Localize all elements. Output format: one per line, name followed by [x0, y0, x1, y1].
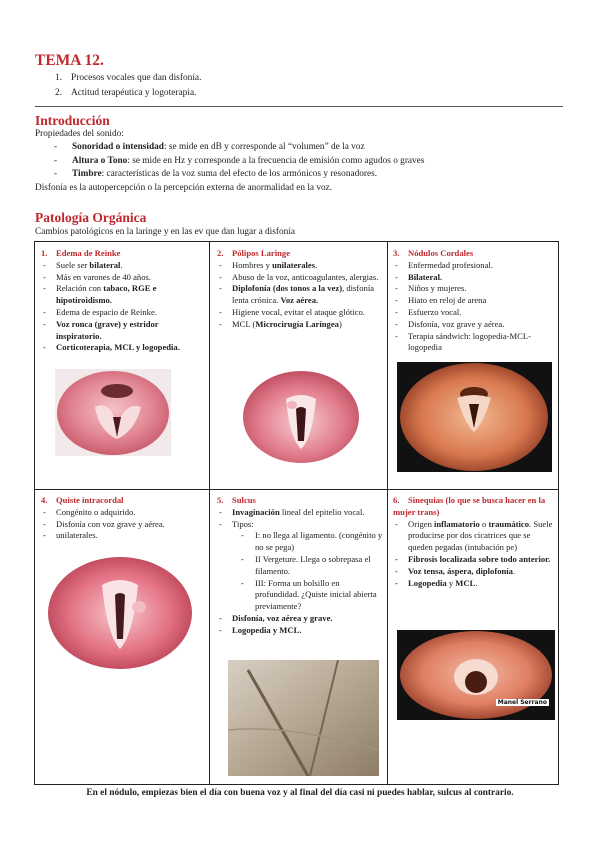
list-item: - Disfonía, voz grave y aérea. — [393, 319, 555, 331]
list-item: - unilaterales. — [41, 530, 206, 542]
list-item: - Origen inflamatorio o traumático. Suele producirse por dos cicatrices que se queden pegadas (intubación pe) — [393, 519, 555, 554]
list-item: - Edema de espacio de Reinke. — [41, 307, 206, 319]
footer-note: En el nódulo, empiezas bien el día con buena voz y al final del día casi ni puedes hablar, sulcus al contrario. — [86, 788, 514, 798]
list-item: - Corticoterapia, MCL y logopedia. — [41, 342, 206, 354]
list-item: - Sonoridad o intensidad: se mide en dB y corresponde al “volumen” de la voz — [54, 142, 365, 152]
sound-properties-list — [54, 141, 424, 182]
sulcus-image — [228, 660, 379, 776]
list-item: - II Vergeture. Llega o sobrepasa el filamento. — [217, 554, 383, 578]
quiste-image — [47, 555, 193, 671]
list-item: - Voz tensa, áspera, diplofonía. — [393, 566, 555, 578]
pathology-table — [34, 241, 559, 785]
nodulos-image — [397, 362, 552, 472]
table-of-contents — [55, 71, 201, 101]
dysphonia-definition: Disfonía es la autopercepción o la percepción externa de anormalidad en la voz. — [35, 183, 333, 193]
pathology-lead: Cambios patológicos en la laringe y en las ev que dan lugar a disfonía — [35, 227, 295, 237]
list-item: - Más en varones de 40 años. — [41, 272, 206, 284]
list-item: - Esfuerzo vocal. — [393, 307, 555, 319]
polipos-image — [242, 369, 360, 464]
pathology-heading: Patología Orgánica — [35, 210, 147, 225]
list-item: - Logopedia y MCL. — [217, 625, 383, 637]
cell-edema-reinke: 1. Edema de Reinke - Suele ser bilateral. - Más en varones de 40 años. - Relación con tabaco, RGE e hipotiroidismo. - Edema de espacio de Reinke. - Voz ronca (grave) y estridor inspiratorio. - Corticoterapia, MCL y logopedia. — [41, 248, 206, 354]
cell-quiste-intracordal: 4. Quiste intracordal - Congénito o adquirido. - Disfonía con voz grave y aérea. - unilaterales. — [41, 495, 206, 542]
cell-polipos-laringe: 2. Pólipos Laringe - Hombres y unilaterales. - Abuso de la voz, anticoagulantes, alergias. - Diplofonía (dos tonos a la vez), disfonía lenta crónica. Voz aérea. - Higiene vocal, evitar el ataque glótico. - MCL (Microcirugía Laríngea) — [217, 248, 383, 331]
list-item: - Invaginación lineal del epitelio vocal. — [217, 507, 383, 519]
list-item: - I: no llega al ligamento. (congénito y no se pega) — [217, 530, 383, 554]
list-item: - Disfonía, voz aérea y grave. — [217, 613, 383, 625]
list-item: - Hombres y unilaterales. — [217, 260, 383, 272]
watermark: Manel Serrano — [497, 699, 547, 706]
list-item: - Altura o Tono: se mide en Hz y corresponde a la frecuencia de emisión como agudos o graves — [54, 155, 425, 166]
divider — [35, 106, 563, 107]
intro-heading: Introducción — [35, 113, 110, 128]
list-item: - Hiato en reloj de arena — [393, 295, 555, 307]
list-item: - Diplofonía (dos tonos a la vez), disfonía lenta crónica. Voz aérea. — [217, 283, 383, 307]
cell-sulcus: 5. Sulcus - Invaginación lineal del epitelio vocal. - Tipos: - I: no llega al ligamento. (congénito y no se pega) - II Vergeture. Llega o sobrepasa el filamento. - III: Forma un bolsillo en profundidad. ¿Quiste inicial abierta previamente? - Disfonía, voz aérea y grave. - Logopedia y MCL. — [217, 495, 383, 637]
list-item: - Enfermedad profesional. — [393, 260, 555, 272]
cell-nodulos-cordales: 3. Nódulos Cordales - Enfermedad profesional. - Bilateral. - Niños y mujeres. - Hiato en reloj de arena - Esfuerzo vocal. - Disfonía, voz grave y aérea. - Terapia sándwich: logopedia-MCL-logopedia — [393, 248, 555, 354]
list-item: - Logopedia y MCL. — [393, 578, 555, 590]
list-item: - Relación con tabaco, RGE e hipotiroidismo. — [41, 283, 206, 307]
page-title: TEMA 12. — [35, 52, 104, 69]
list-item: - Congénito o adquirido. — [41, 507, 206, 519]
intro-lead: Propiedades del sonido: — [35, 129, 124, 139]
sinequias-image — [397, 630, 555, 720]
list-item: - Disfonía con voz grave y aérea. — [41, 519, 206, 531]
edema-reinke-image — [55, 369, 171, 456]
list-item: - Timbre: características de la voz suma del efecto de los armónicos y resonadores. — [54, 169, 378, 180]
list-item: - Bilateral. — [393, 272, 555, 284]
list-item: - Terapia sándwich: logopedia-MCL-logopedia — [393, 331, 555, 355]
list-item: - Suele ser bilateral. — [41, 260, 206, 272]
toc-item: 1. Procesos vocales que dan disfonía. — [55, 73, 202, 83]
list-item: - MCL (Microcirugía Laríngea) — [217, 319, 383, 331]
list-item: - Tipos: — [217, 519, 383, 531]
list-item: - Higiene vocal, evitar el ataque glótico. — [217, 307, 383, 319]
list-item: - Niños y mujeres. — [393, 283, 555, 295]
list-item: - Abuso de la voz, anticoagulantes, alergias. — [217, 272, 383, 284]
cell-sinequias: 6. Sinequias (lo que se busca hacer en la mujer trans) - Origen inflamatorio o traumático. Suele producirse por dos cicatrices que se queden pegadas (intubación pe) - Fibrosis localizada sobre todo anterior. - Voz tensa, áspera, diplofonía. - Logopedia y MCL. — [393, 495, 555, 589]
list-item: - Fibrosis localizada sobre todo anterior. — [393, 554, 555, 566]
list-item: - Voz ronca (grave) y estridor inspiratorio. — [41, 319, 206, 343]
toc-item: 2. Actitud terapéutica y logoterapia. — [55, 88, 197, 98]
list-item: - III: Forma un bolsillo en profundidad. ¿Quiste inicial abierta previamente? — [217, 578, 383, 613]
